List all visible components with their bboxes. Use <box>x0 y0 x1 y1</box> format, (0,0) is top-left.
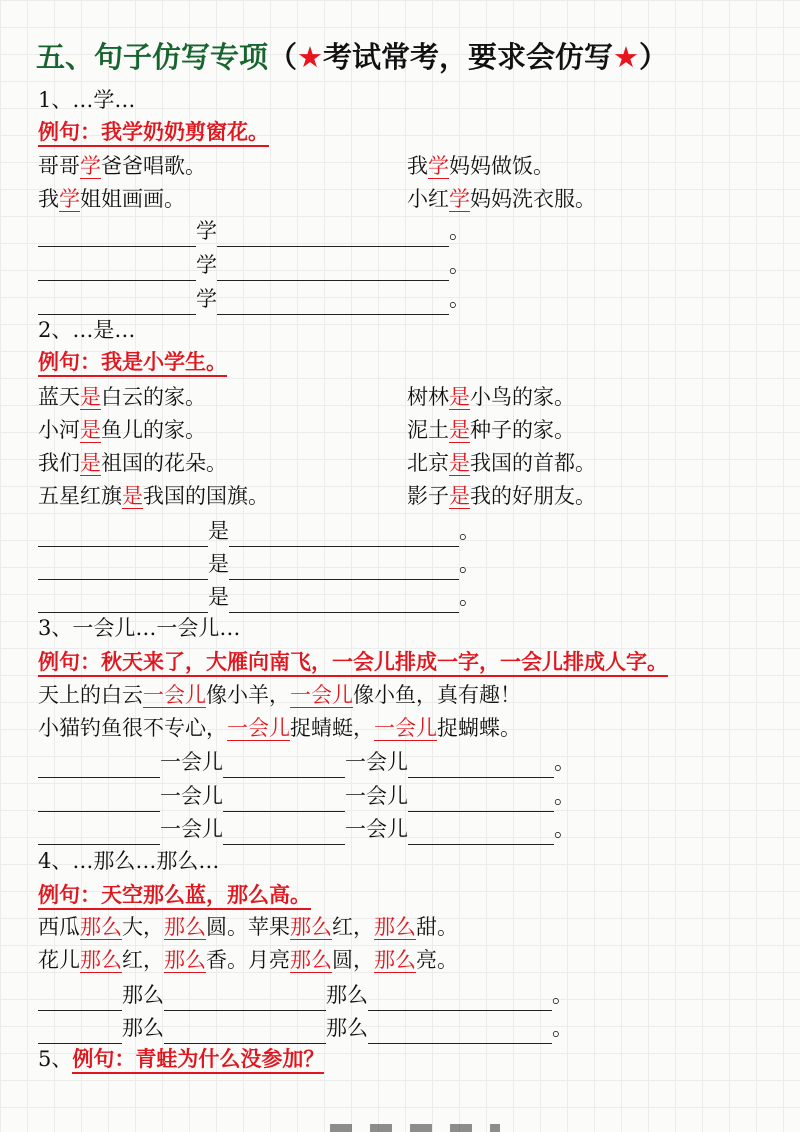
example-sentence: 例句：青蛙为什么没参加？ <box>72 1046 324 1074</box>
answer-blank[interactable] <box>368 1021 552 1044</box>
fill-in-line: 是 。 <box>38 515 480 547</box>
sentence: 我学妈妈做饭。 <box>407 154 554 178</box>
answer-blank[interactable] <box>229 557 459 580</box>
example-sentence: 例句：我学奶奶剪窗花。 <box>38 116 269 148</box>
answer-blank[interactable] <box>38 789 160 812</box>
answer-blank[interactable] <box>217 292 449 315</box>
example-sentence: 例句：秋天来了，大雁向南飞，一会儿排成一字，一会儿排成人字。 <box>38 646 668 678</box>
answer-blank[interactable] <box>38 292 196 315</box>
page-title: 五、句子仿写专项（★考试常考，要求会仿写★） <box>36 40 669 74</box>
sentence: 花儿那么红，那么香。月亮那么圆，那么亮。 <box>38 948 458 972</box>
fill-in-line: 是 。 <box>38 581 480 613</box>
sentence: 西瓜那么大，那么圆。苹果那么红，那么甜。 <box>38 915 458 939</box>
answer-blank[interactable] <box>408 755 554 778</box>
example-sentence: 例句：我是小学生。 <box>38 346 227 378</box>
fill-in-line: 学 。 <box>38 215 470 247</box>
sentence: 树林是小鸟的家。 <box>407 385 575 409</box>
example-sentence: 例句：天空那么蓝，那么高。 <box>38 879 311 911</box>
answer-blank[interactable] <box>223 822 345 845</box>
sentence: 蓝天是白云的家。 <box>38 385 206 409</box>
sentence: 小河是鱼儿的家。 <box>38 418 206 442</box>
sentence: 北京是我国的首都。 <box>407 451 596 475</box>
section-heading: 5、例句：青蛙为什么没参加？ <box>38 1043 324 1075</box>
answer-blank[interactable] <box>38 822 160 845</box>
page-bottom-divider <box>330 1124 500 1132</box>
answer-blank[interactable] <box>38 988 122 1011</box>
answer-blank[interactable] <box>164 1021 326 1044</box>
answer-blank[interactable] <box>38 258 196 281</box>
answer-blank[interactable] <box>368 988 552 1011</box>
sentence: 我们是祖国的花朵。 <box>38 451 227 475</box>
sentence: 哥哥学爸爸唱歌。 <box>38 154 206 178</box>
answer-blank[interactable] <box>38 224 196 247</box>
answer-blank[interactable] <box>408 822 554 845</box>
sentence: 影子是我的好朋友。 <box>407 484 596 508</box>
answer-blank[interactable] <box>38 524 208 547</box>
fill-in-line: 学 。 <box>38 249 470 281</box>
section-heading: 4、…那么…那么… <box>38 849 220 873</box>
section-heading: 3、一会儿…一会儿… <box>38 616 241 640</box>
section-heading: 2、…是… <box>38 318 136 342</box>
fill-in-line: 那么 那么 。 <box>38 1012 573 1044</box>
title-main: 五、句子仿写专项 <box>36 40 269 74</box>
fill-in-line: 一会儿 一会儿 。 <box>38 746 575 778</box>
answer-blank[interactable] <box>217 258 449 281</box>
title-note: 考试常考，要求会仿写 <box>323 40 614 74</box>
sentence: 我学姐姐画画。 <box>38 187 185 211</box>
section-heading: 1、…学… <box>38 88 136 112</box>
star-icon: ★ <box>297 40 324 74</box>
answer-blank[interactable] <box>223 789 345 812</box>
answer-blank[interactable] <box>38 1021 122 1044</box>
fill-in-line: 学 。 <box>38 283 470 315</box>
answer-blank[interactable] <box>408 789 554 812</box>
sentence: 天上的白云一会儿像小羊，一会儿像小鱼，真有趣！ <box>38 683 521 707</box>
answer-blank[interactable] <box>164 988 326 1011</box>
fill-in-line: 是 。 <box>38 548 480 580</box>
answer-blank[interactable] <box>38 590 208 613</box>
sentence: 小红学妈妈洗衣服。 <box>407 187 596 211</box>
sentence: 小猫钓鱼很不专心，一会儿捉蜻蜓，一会儿捉蝴蝶。 <box>38 716 521 740</box>
star-icon: ★ <box>613 40 640 74</box>
fill-in-line: 那么 那么 。 <box>38 979 573 1011</box>
answer-blank[interactable] <box>217 224 449 247</box>
sentence: 五星红旗是我国的国旗。 <box>38 484 269 508</box>
answer-blank[interactable] <box>229 524 459 547</box>
answer-blank[interactable] <box>229 590 459 613</box>
fill-in-line: 一会儿 一会儿 。 <box>38 813 575 845</box>
sentence: 泥土是种子的家。 <box>407 418 575 442</box>
answer-blank[interactable] <box>38 755 160 778</box>
answer-blank[interactable] <box>38 557 208 580</box>
answer-blank[interactable] <box>223 755 345 778</box>
fill-in-line: 一会儿 一会儿 。 <box>38 780 575 812</box>
